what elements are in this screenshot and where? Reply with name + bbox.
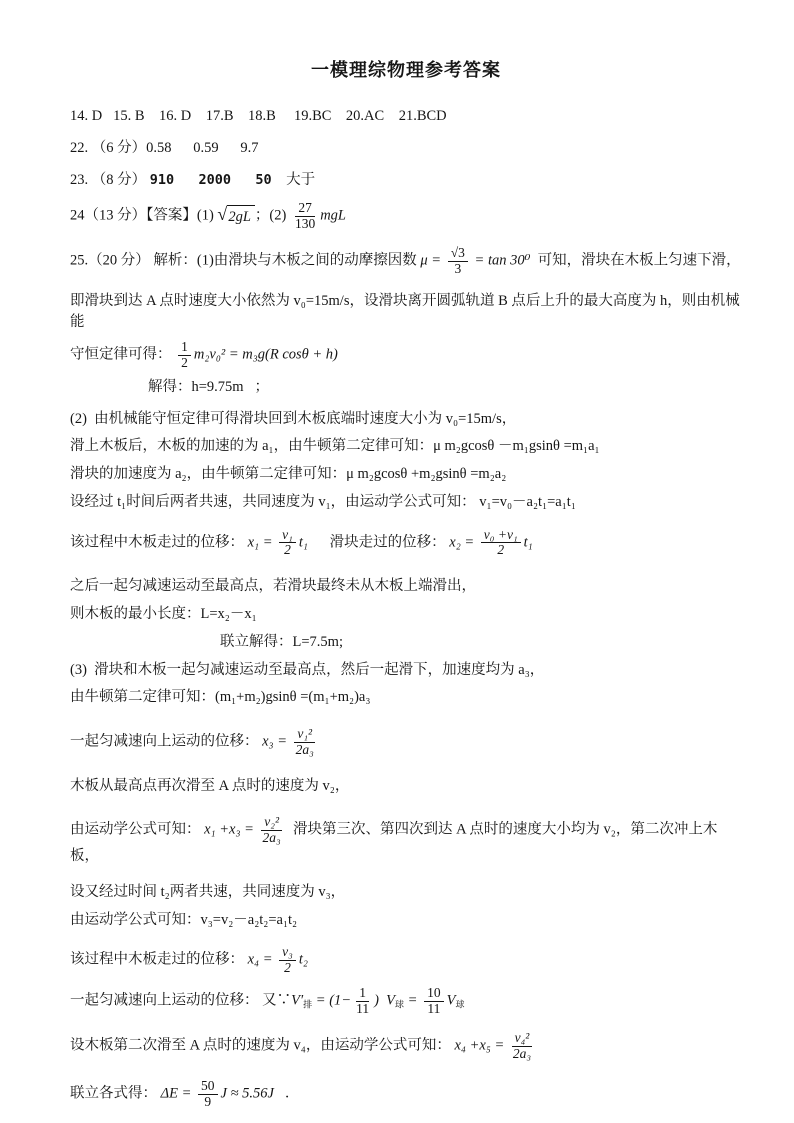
text: 大于: [271, 171, 316, 188]
fraction: [178, 340, 191, 371]
fraction-numerator: v₄²: [512, 1031, 533, 1047]
fraction-numerator: v₀ +v₁: [481, 528, 521, 544]
math-text: x₄ =: [247, 952, 277, 969]
kinematics-x1-x3: [70, 815, 742, 867]
text: 由运动学公式可知：: [70, 822, 205, 839]
text: 设又经过时间 t₂两者共速，共同速度为 v₃，: [70, 883, 346, 900]
text: 守恒定律可得：: [70, 346, 176, 363]
radical-sign: √: [217, 203, 228, 224]
fraction-denominator: 2a₃: [262, 830, 281, 846]
text: 由运动学公式可知：v₃=v₂－a₂t₂=a₁t₂: [70, 911, 298, 928]
text: 22. （6 分）0.58 0.59 9.7: [70, 139, 259, 156]
fraction-numerator: v₁²: [294, 727, 315, 743]
math-text: μ =: [420, 252, 445, 269]
fraction-numerator: 50: [198, 1079, 218, 1095]
result-L: [70, 632, 742, 654]
math-text: x₁ =: [247, 534, 277, 551]
text: (2) 由机械能守恒定律可得滑块回到木板底端时速度大小为 v₀=15m/s，: [70, 410, 517, 427]
board-acceleration-line: [70, 436, 742, 458]
text: 滑块第三次、第四次到达 A 点时的速度大小均为 v₂，第二次冲上木板，: [70, 822, 718, 865]
fraction: [261, 815, 283, 846]
kinematics-v3: [70, 910, 742, 932]
slider-acceleration-line: [70, 464, 742, 486]
math-text: t₁: [298, 534, 308, 551]
text: 14. D 15. B 16. D 17.B 18.B 19.BC 20.AC 21.BCD: [70, 108, 447, 124]
math-text: x₂ =: [449, 534, 478, 551]
math-text: = (1−: [312, 992, 352, 1009]
part2-intro: [70, 409, 742, 431]
fraction: [354, 986, 371, 1017]
fraction-denominator: 2: [181, 354, 188, 370]
fraction-numerator: v₁: [279, 528, 296, 544]
kinematics-x4-x5: [70, 1031, 742, 1062]
fraction-denominator: 2: [284, 960, 291, 976]
text: 之后一起匀减速运动至最高点，若滑块最终未从木板上端滑出，: [70, 578, 476, 595]
text: 滑块走过的位移：: [307, 534, 450, 551]
fraction-denominator: 3: [454, 260, 462, 276]
fraction-denominator: 2: [284, 542, 291, 558]
text: 一起匀减速向上运动的位移：: [70, 992, 263, 1009]
answer-22: [70, 138, 742, 160]
subscript-text: 排: [303, 999, 313, 1010]
common-speed-line: [70, 492, 742, 514]
fraction: [481, 528, 521, 559]
fraction-denominator: 2a₃: [295, 741, 314, 757]
fraction: [511, 1031, 533, 1062]
displacement-x4: [70, 945, 742, 976]
fraction-numerator: √3: [448, 246, 468, 262]
solution-25-part1-intro: [70, 246, 742, 277]
fraction: [424, 986, 444, 1017]
text: 该过程中木板走过的位移：: [70, 534, 248, 551]
text: ．: [274, 1086, 300, 1103]
answer-number: 910 2000 50: [149, 171, 272, 188]
answer-23: [70, 170, 742, 192]
text: 又∵: [262, 992, 292, 1009]
subscript-text: 球: [395, 999, 405, 1010]
text: 即滑块到达 A 点时速度大小依然为 v₀=15m/s，设滑块离开圆弧轨道 B 点后上升的最大高度为 h，则由机械能: [70, 292, 740, 331]
text: 25.（20 分） 解析：(1)由滑块与木板之间的动摩擦因数: [70, 252, 421, 269]
math-text: x₁ +x₃ =: [204, 822, 258, 839]
math-text: =: [404, 992, 422, 1009]
doc-body: [70, 106, 742, 1110]
text: 可知，滑块在木板上匀速下滑，: [530, 252, 741, 269]
part3-intro: [70, 660, 742, 682]
text: 联立解得：L=7.5m;: [220, 633, 343, 650]
energy-conservation-equation: [70, 340, 742, 371]
text: 由牛顿第二定律可知：(m₁+m₂)gsinθ =(m₁+m₂)a₃: [70, 689, 371, 706]
result-h: [70, 377, 742, 399]
math-text: V: [446, 992, 456, 1009]
board-back-to-A: [70, 776, 742, 798]
fraction-denominator: 9: [204, 1094, 212, 1110]
math-text: ) V: [374, 992, 396, 1009]
text: 滑块的加速度为 a₂，由牛顿第二定律可知：μ m₂gcosθ +m₂gsinθ =m₂a₂: [70, 466, 507, 483]
math-text: x₄ +x₅ =: [454, 1037, 508, 1054]
final-result-deltaE: [70, 1079, 742, 1110]
fraction-numerator: v₂²: [261, 815, 282, 831]
math-text: mgL: [320, 207, 346, 224]
solution-25-line: [70, 291, 742, 335]
sqrt-expression: [217, 205, 254, 229]
newton-second-law-a3: [70, 687, 742, 709]
displacement-x1-x2: [70, 528, 742, 559]
math-text: x₃ =: [262, 733, 291, 750]
fraction: [294, 727, 316, 758]
fraction-numerator: v₃: [279, 945, 296, 961]
volume-relation-line: [70, 986, 742, 1017]
math-text: ΔE =: [160, 1086, 196, 1103]
subscript-text: 球: [455, 999, 465, 1010]
time-t2-line: [70, 882, 742, 904]
math-text: m₂v₀² = m₃g(R cosθ + h): [193, 346, 338, 363]
fraction: [293, 201, 317, 232]
text: 设经过 t₁时间后两者共速，共同速度为 v₁，由运动学公式可知： v₁=v₀－a₂t₁=a₁t₁: [70, 493, 576, 510]
text: 木板从最高点再次滑至 A 点时的速度为 v₂，: [70, 777, 350, 794]
text: 滑上木板后，木板的加速的为 a₁，由牛顿第二定律可知：μ m₂gcosθ －m₁gsinθ =m₁a₁: [70, 438, 600, 455]
fraction-denominator: 11: [356, 1000, 370, 1016]
text: 则木板的最小长度：L=x₂－x₁: [70, 606, 257, 622]
text: 该过程中木板走过的位移：: [70, 952, 248, 969]
fraction: [279, 945, 296, 976]
fraction-numerator: 10: [424, 986, 444, 1002]
text: 联立各式得：: [70, 1086, 161, 1103]
page-title: 一模理综物理参考答案: [311, 60, 501, 81]
text: 23. （8 分）: [70, 171, 150, 188]
fraction-numerator: 27: [295, 201, 315, 217]
fraction-denominator: 11: [427, 1000, 441, 1016]
fraction-denominator: 2: [497, 542, 505, 558]
text: ；(2): [254, 207, 290, 224]
text: 设木板第二次滑至 A 点时的速度为 v₄，由运动学公式可知：: [70, 1037, 455, 1054]
math-text: J ≈ 5.56J: [220, 1086, 274, 1103]
text: 一起匀减速向上运动的位移：: [70, 733, 263, 750]
text: 解得：h=9.75m ；: [148, 378, 269, 395]
radicand: 2gL: [227, 205, 255, 229]
choice-answers-row: [70, 106, 742, 128]
fraction-denominator: 2a₃: [512, 1045, 532, 1061]
answer-24: [70, 201, 742, 232]
decelerate-together-line: [70, 576, 742, 598]
fraction-denominator: 130: [294, 216, 316, 232]
fraction: [448, 246, 468, 277]
fraction: [198, 1079, 218, 1110]
text: 24（13 分）【答案】(1): [70, 207, 218, 224]
text: (3) 滑块和木板一起匀减速运动至最高点，然后一起滑下，加速度均为 a₃，: [70, 661, 545, 678]
math-text: V′: [291, 992, 304, 1009]
math-text: = tan 30⁰: [470, 252, 531, 269]
math-text: t₂: [298, 952, 308, 969]
fraction-numerator: 1: [356, 986, 369, 1002]
fraction: [279, 528, 296, 559]
displacement-x3: [70, 727, 742, 758]
fraction-numerator: 1: [178, 340, 191, 356]
min-length-line: [70, 604, 742, 626]
math-text: t₁: [523, 534, 533, 551]
